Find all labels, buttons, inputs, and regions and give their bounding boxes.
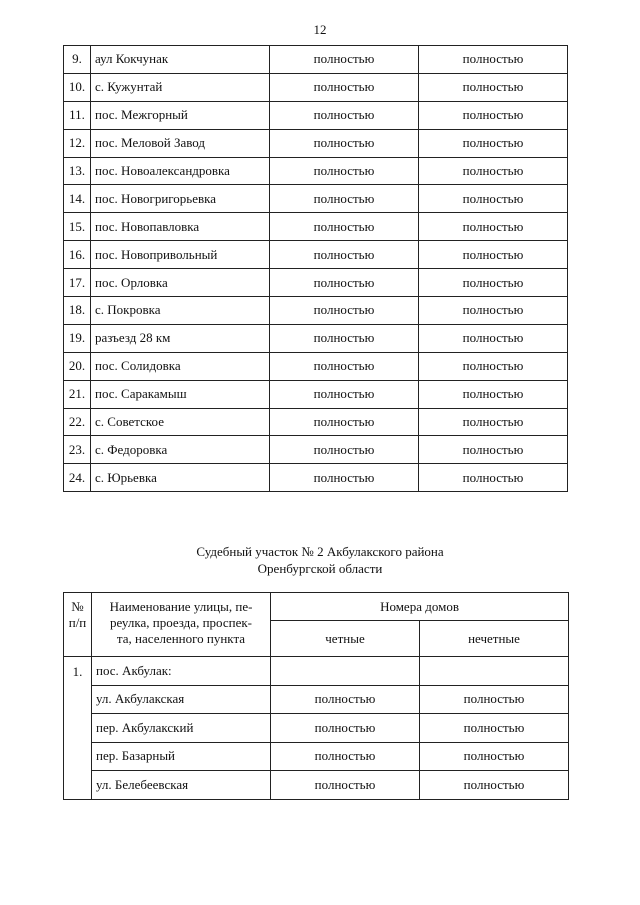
header-name-line2: реулка, проезда, проспек- bbox=[109, 615, 252, 630]
row-number: 10. bbox=[64, 73, 91, 101]
odd-value: полностью bbox=[419, 101, 568, 129]
street-name: пер. Акбулакский bbox=[92, 714, 271, 743]
odd-value: полностью bbox=[420, 685, 569, 714]
even-value: полностью bbox=[270, 157, 419, 185]
odd-value: полностью bbox=[420, 771, 569, 800]
settlement-name: аул Кокчунак bbox=[91, 46, 270, 74]
table-row bbox=[64, 352, 568, 380]
row-number: 20. bbox=[64, 352, 91, 380]
group-even-cell bbox=[271, 657, 420, 686]
even-value: полностью bbox=[270, 46, 419, 74]
even-value: полностью bbox=[270, 101, 419, 129]
settlement-name: с. Юрьевка bbox=[91, 464, 270, 492]
settlement-name: с. Советское bbox=[91, 408, 270, 436]
row-number: 15. bbox=[64, 213, 91, 241]
row-number: 16. bbox=[64, 241, 91, 269]
table-row bbox=[64, 464, 568, 492]
header-number bbox=[64, 593, 92, 657]
table-row bbox=[64, 742, 569, 771]
odd-value: полностью bbox=[419, 380, 568, 408]
table-row bbox=[64, 269, 568, 297]
settlement-name: пос. Межгорный bbox=[91, 101, 270, 129]
odd-value: полностью bbox=[419, 73, 568, 101]
group-odd-cell bbox=[420, 657, 569, 686]
even-value: полностью bbox=[271, 714, 420, 743]
odd-value: полностью bbox=[420, 714, 569, 743]
row-number: 17. bbox=[64, 269, 91, 297]
row-number: 11. bbox=[64, 101, 91, 129]
settlements-table-body bbox=[64, 46, 568, 492]
odd-value: полностью bbox=[419, 46, 568, 74]
group-name: пос. Акбулак: bbox=[92, 657, 271, 686]
row-number: 21. bbox=[64, 380, 91, 408]
table-row bbox=[64, 46, 568, 74]
odd-value: полностью bbox=[419, 297, 568, 325]
header-odd: нечетные bbox=[420, 621, 569, 657]
settlement-name: пос. Орловка bbox=[91, 269, 270, 297]
settlement-name: с. Покровка bbox=[91, 297, 270, 325]
odd-value: полностью bbox=[419, 408, 568, 436]
table-row-group bbox=[64, 657, 569, 686]
settlement-name: пос. Новоалександровка bbox=[91, 157, 270, 185]
odd-value: полностью bbox=[419, 213, 568, 241]
street-name: ул. Акбулакская bbox=[92, 685, 271, 714]
group-number: 1. bbox=[64, 657, 92, 800]
odd-value: полностью bbox=[419, 185, 568, 213]
header-even: четные bbox=[271, 621, 420, 657]
even-value: полностью bbox=[270, 464, 419, 492]
street-name: пер. Базарный bbox=[92, 742, 271, 771]
table-row bbox=[64, 157, 568, 185]
even-value: полностью bbox=[270, 380, 419, 408]
settlement-name: с. Кужунтай bbox=[91, 73, 270, 101]
table-row bbox=[64, 436, 568, 464]
table-row bbox=[64, 324, 568, 352]
table-row bbox=[64, 213, 568, 241]
table-row bbox=[64, 297, 568, 325]
header-name bbox=[92, 593, 271, 657]
settlement-name: с. Федоровка bbox=[91, 436, 270, 464]
row-number: 24. bbox=[64, 464, 91, 492]
table-row bbox=[64, 714, 569, 743]
table-row bbox=[64, 380, 568, 408]
row-number: 9. bbox=[64, 46, 91, 74]
settlement-name: пос. Новопривольный bbox=[91, 241, 270, 269]
settlements-table bbox=[63, 45, 568, 492]
odd-value: полностью bbox=[420, 742, 569, 771]
table-row bbox=[64, 101, 568, 129]
even-value: полностью bbox=[270, 73, 419, 101]
row-number: 12. bbox=[64, 129, 91, 157]
header-name-line1: Наименование улицы, пе- bbox=[109, 599, 253, 614]
settlement-name: пос. Солидовка bbox=[91, 352, 270, 380]
even-value: полностью bbox=[270, 269, 419, 297]
even-value: полностью bbox=[270, 213, 419, 241]
even-value: полностью bbox=[270, 129, 419, 157]
row-number: 22. bbox=[64, 408, 91, 436]
row-number: 14. bbox=[64, 185, 91, 213]
table-row bbox=[64, 408, 568, 436]
page-number: 12 bbox=[313, 22, 327, 37]
odd-value: полностью bbox=[419, 324, 568, 352]
odd-value: полностью bbox=[419, 241, 568, 269]
settlement-name: пос. Саракамыш bbox=[91, 380, 270, 408]
settlement-name: пос. Меловой Завод bbox=[91, 129, 270, 157]
table-row bbox=[64, 73, 568, 101]
even-value: полностью bbox=[270, 352, 419, 380]
row-number: 23. bbox=[64, 436, 91, 464]
even-value: полностью bbox=[270, 436, 419, 464]
even-value: полностью bbox=[270, 324, 419, 352]
odd-value: полностью bbox=[419, 352, 568, 380]
even-value: полностью bbox=[270, 297, 419, 325]
section-title-line1: Судебный участок № 2 Акбулакского района bbox=[196, 544, 444, 559]
streets-table bbox=[63, 592, 569, 800]
settlement-name: пос. Новопавловка bbox=[91, 213, 270, 241]
header-name-line3: та, населенного пункта bbox=[116, 631, 246, 646]
even-value: полностью bbox=[271, 742, 420, 771]
row-number: 19. bbox=[64, 324, 91, 352]
table-row bbox=[64, 771, 569, 800]
even-value: полностью bbox=[271, 771, 420, 800]
even-value: полностью bbox=[271, 685, 420, 714]
section-title-line2: Оренбургской области bbox=[257, 561, 383, 576]
settlement-name: пос. Новогригорьевка bbox=[91, 185, 270, 213]
table-row bbox=[64, 185, 568, 213]
header-number-line2: п/п bbox=[68, 615, 87, 630]
header-number-line1: № bbox=[71, 599, 84, 614]
table-row bbox=[64, 685, 569, 714]
street-name: ул. Белебеевская bbox=[92, 771, 271, 800]
even-value: полностью bbox=[270, 408, 419, 436]
odd-value: полностью bbox=[419, 129, 568, 157]
odd-value: полностью bbox=[419, 269, 568, 297]
table-row bbox=[64, 241, 568, 269]
header-house-numbers: Номера домов bbox=[271, 593, 569, 621]
odd-value: полностью bbox=[419, 464, 568, 492]
even-value: полностью bbox=[270, 241, 419, 269]
odd-value: полностью bbox=[419, 157, 568, 185]
table-row bbox=[64, 129, 568, 157]
row-number: 18. bbox=[64, 297, 91, 325]
odd-value: полностью bbox=[419, 436, 568, 464]
even-value: полностью bbox=[270, 185, 419, 213]
row-number: 13. bbox=[64, 157, 91, 185]
settlement-name: разъезд 28 км bbox=[91, 324, 270, 352]
